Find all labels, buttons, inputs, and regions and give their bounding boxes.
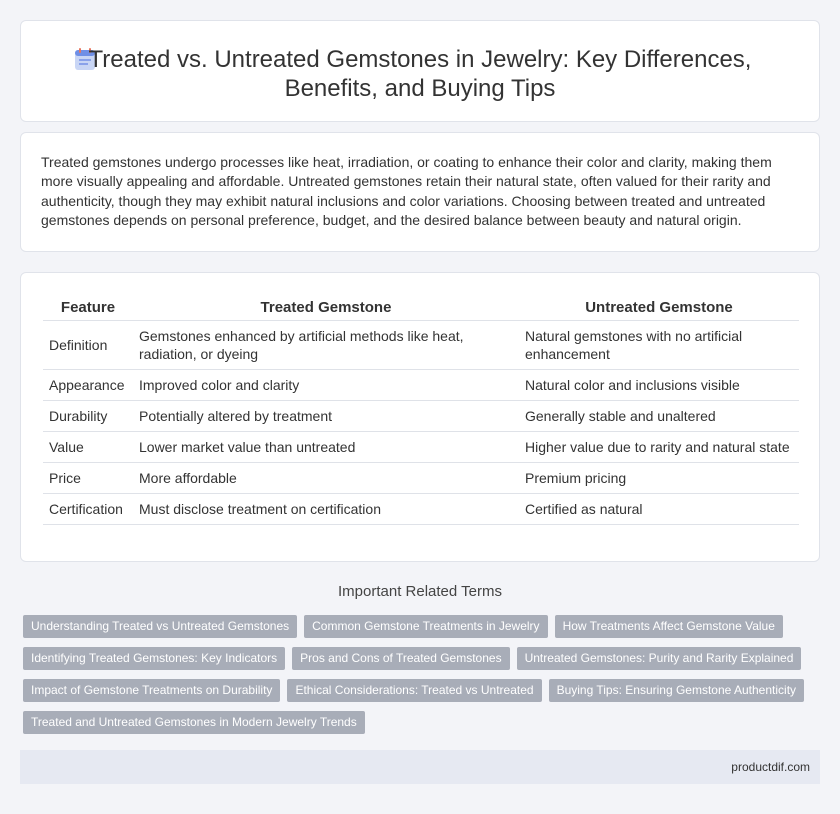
related-term-tag[interactable]: Buying Tips: Ensuring Gemstone Authenticity — [549, 679, 804, 702]
header-card — [20, 20, 820, 122]
treated-cell: Lower market value than untreated — [133, 432, 519, 463]
table-row — [43, 401, 799, 432]
treated-cell: Potentially altered by treatment — [133, 401, 519, 432]
table-header-row — [43, 295, 799, 321]
feature-cell: Certification — [43, 494, 133, 525]
feature-cell: Definition — [43, 321, 133, 370]
treated-cell: Gemstones enhanced by artificial methods like heat, radiation, or dyeing — [133, 321, 519, 370]
page-title: Treated vs. Untreated Gemstones in Jewelry: Key Differences, Benefits, and Buying Tips — [88, 46, 752, 102]
table-row — [43, 321, 799, 370]
related-term-tag[interactable]: How Treatments Affect Gemstone Value — [555, 615, 783, 638]
table-row — [43, 370, 799, 401]
related-term-tag[interactable]: Treated and Untreated Gemstones in Modern Jewelry Trends — [23, 711, 365, 734]
related-term-tag[interactable]: Understanding Treated vs Untreated Gemstones — [23, 615, 297, 638]
feature-cell: Price — [43, 463, 133, 494]
comparison-table — [43, 295, 799, 525]
footer-site-label[interactable]: productdif.com — [731, 760, 810, 774]
header-untreated: Untreated Gemstone — [519, 295, 799, 321]
intro-card — [20, 132, 820, 252]
untreated-cell: Certified as natural — [519, 494, 799, 525]
related-term-tag[interactable]: Ethical Considerations: Treated vs Untreated — [287, 679, 541, 702]
untreated-cell: Natural color and inclusions visible — [519, 370, 799, 401]
intro-paragraph: Treated gemstones undergo processes like heat, irradiation, or coating to enhance their color and clarity, making them more visually appealing and affordable. Untreated gemstones retain their natural state, often valued for their rarity and authenticity, though they may exhibit natural inclusions and color variations. Choosing between treated and untreated gemstones depends on personal preference, budget, and the desired balance between beauty and natural origin. — [41, 154, 772, 229]
feature-cell: Appearance — [43, 370, 133, 401]
untreated-cell: Higher value due to rarity and natural state — [519, 432, 799, 463]
treated-cell: Improved color and clarity — [133, 370, 519, 401]
footer — [20, 750, 820, 784]
related-term-tag[interactable]: Untreated Gemstones: Purity and Rarity Explained — [517, 647, 802, 670]
related-terms-list — [23, 615, 823, 734]
untreated-cell: Premium pricing — [519, 463, 799, 494]
related-term-tag[interactable]: Common Gemstone Treatments in Jewelry — [304, 615, 547, 638]
header-treated: Treated Gemstone — [133, 295, 519, 321]
table-row — [43, 494, 799, 525]
related-term-tag[interactable]: Pros and Cons of Treated Gemstones — [292, 647, 509, 670]
related-terms-heading: Important Related Terms — [338, 583, 502, 600]
untreated-cell: Natural gemstones with no artificial enhancement — [519, 321, 799, 370]
feature-cell: Value — [43, 432, 133, 463]
table-row — [43, 432, 799, 463]
table-row — [43, 463, 799, 494]
treated-cell: Must disclose treatment on certification — [133, 494, 519, 525]
related-term-tag[interactable]: Identifying Treated Gemstones: Key Indicators — [23, 647, 285, 670]
comparison-table-card — [20, 272, 820, 562]
treated-cell: More affordable — [133, 463, 519, 494]
untreated-cell: Generally stable and unaltered — [519, 401, 799, 432]
related-term-tag[interactable]: Impact of Gemstone Treatments on Durability — [23, 679, 280, 702]
header-feature: Feature — [43, 295, 133, 321]
feature-cell: Durability — [43, 401, 133, 432]
